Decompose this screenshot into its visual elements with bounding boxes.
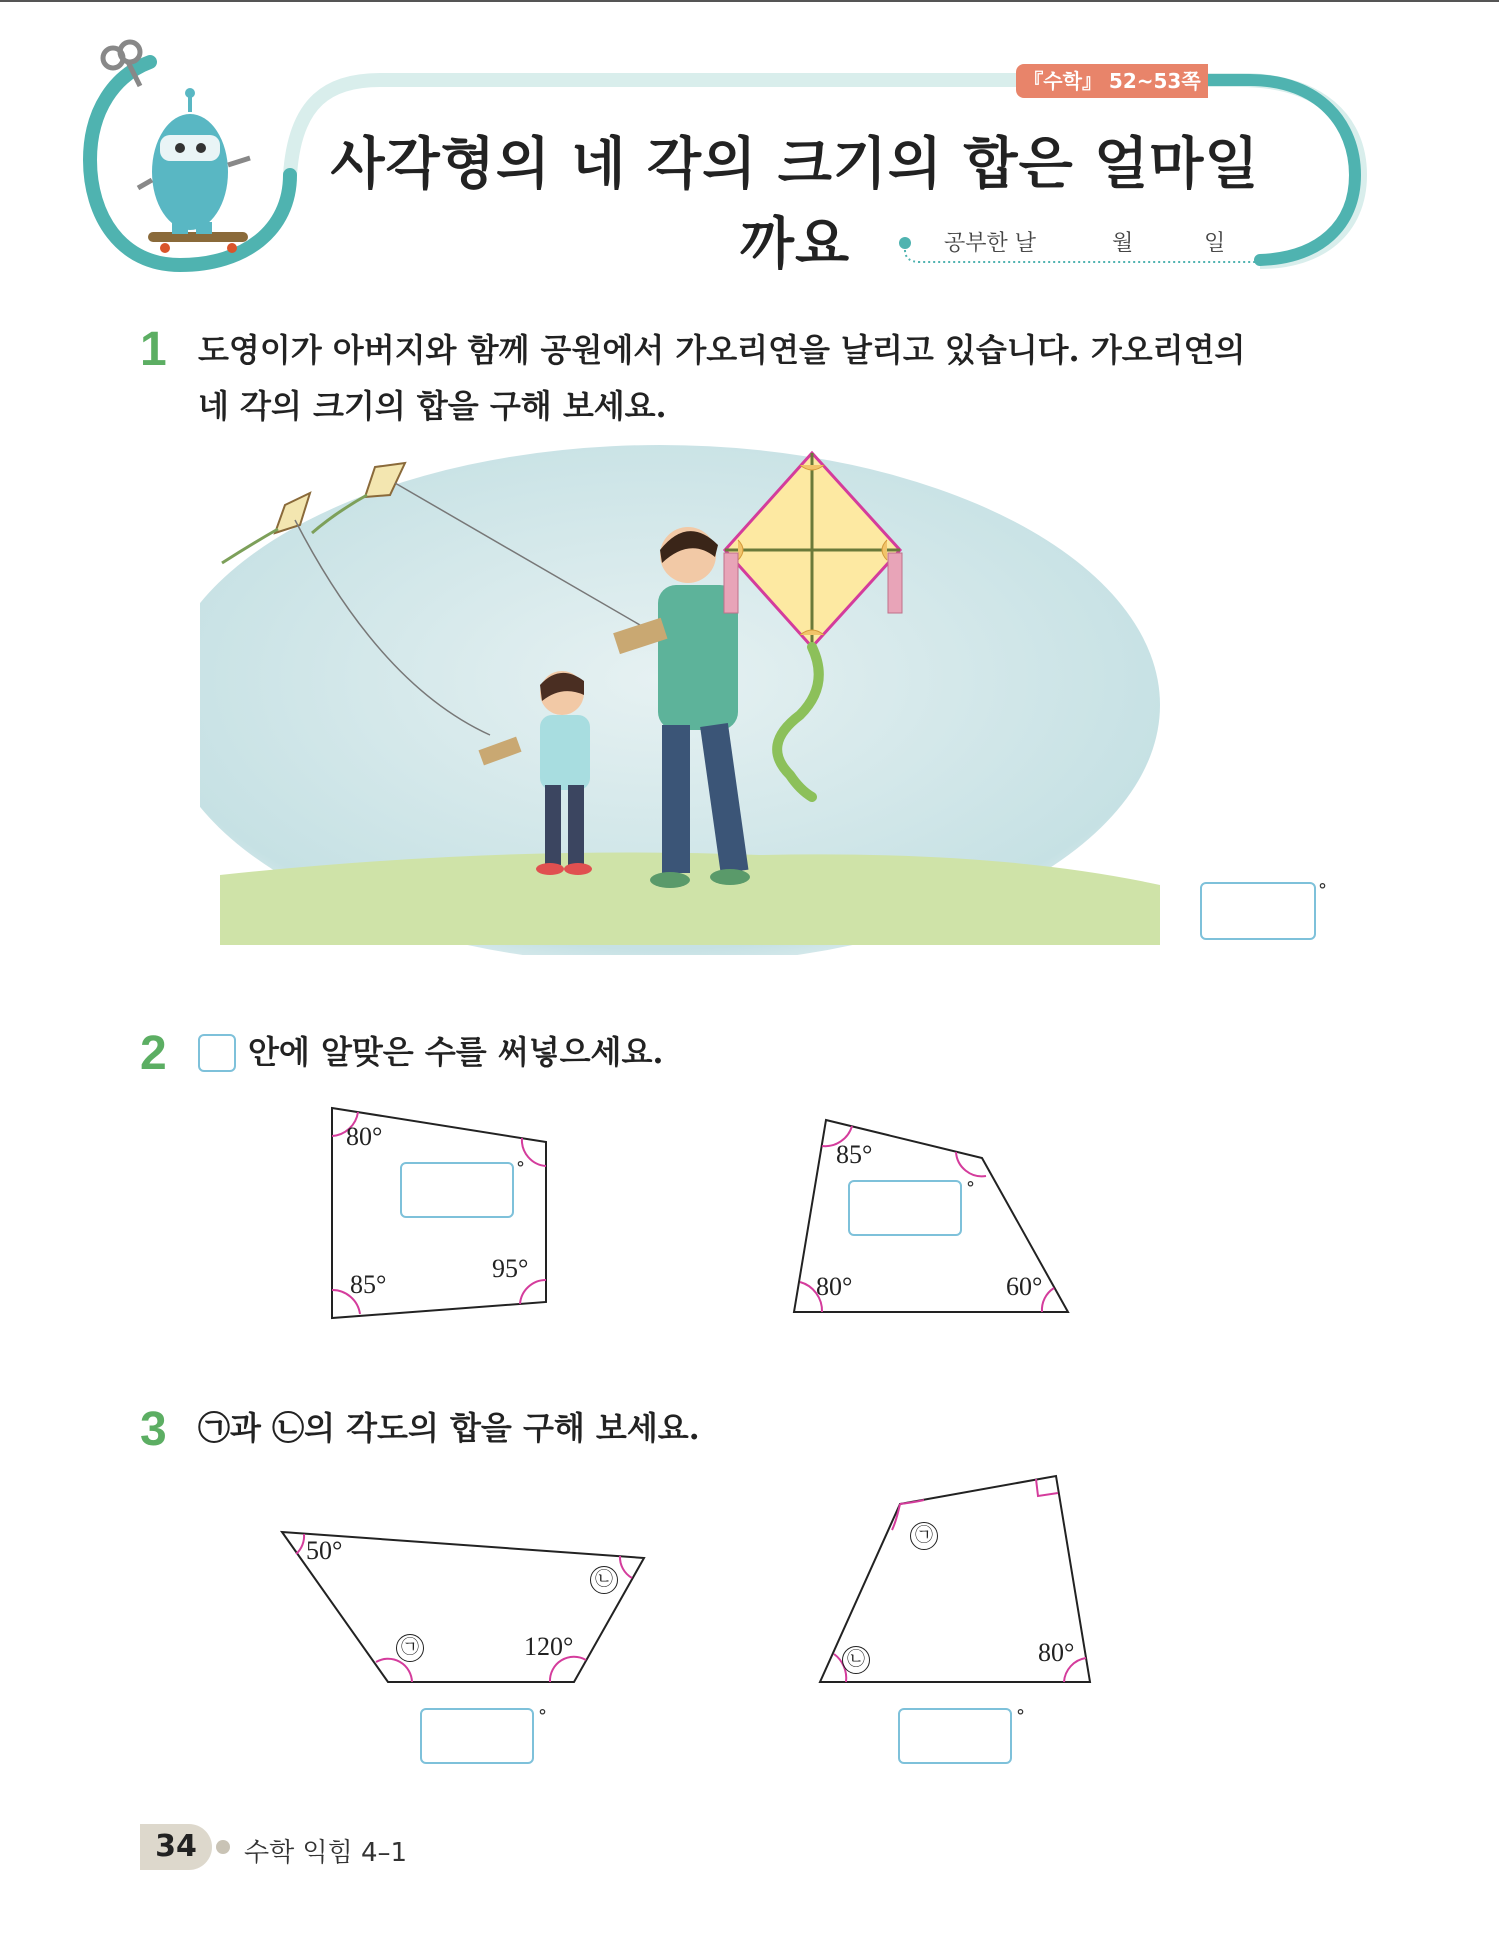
angle-label: 50° xyxy=(306,1536,343,1565)
angle-marker-giyeok: ㉠ xyxy=(396,1634,424,1662)
question-2a-answer-box[interactable] xyxy=(400,1162,514,1218)
angle-label: 80° xyxy=(1038,1638,1075,1667)
question-1-line-1: 도영이가 아버지와 함께 공원에서 가오리연을 날리고 있습니다. 가오리연의 xyxy=(198,331,1246,369)
angle-label: 80° xyxy=(346,1122,383,1151)
question-3a-degree-symbol: ° xyxy=(538,1706,547,1727)
question-1-number: 1 xyxy=(140,323,167,376)
month-label: 월 xyxy=(1112,231,1134,256)
page-title: 사각형의 네 각의 크기의 합은 얼마일까요 xyxy=(330,132,1260,277)
question-3b-degree-symbol: ° xyxy=(1016,1706,1025,1727)
angle-label: 85° xyxy=(350,1270,387,1299)
question-2-number: 2 xyxy=(140,1027,167,1080)
question-2b-degree-symbol: ° xyxy=(966,1178,975,1199)
bullet-dot-icon xyxy=(214,1838,232,1856)
angle-label: 85° xyxy=(836,1140,873,1169)
question-1-degree-symbol: ° xyxy=(1318,880,1327,901)
angle-label: 120° xyxy=(524,1632,574,1661)
question-1-line-2: 네 각의 크기의 합을 구해 보세요. xyxy=(198,387,667,425)
angle-label: 60° xyxy=(1006,1272,1043,1301)
question-3b-answer-box[interactable] xyxy=(898,1708,1012,1764)
angle-marker-giyeok: ㉠ xyxy=(910,1522,938,1550)
question-1-text xyxy=(198,322,1338,434)
question-3a-answer-box[interactable] xyxy=(420,1708,534,1764)
question-2-box-icon xyxy=(198,1034,236,1072)
question-2-text: 안에 알맞은 수를 써넣으세요. xyxy=(248,1033,664,1071)
kite-flying-illustration xyxy=(200,445,1260,955)
angle-label: 80° xyxy=(816,1272,853,1301)
book-title: 수학 익힘 4–1 xyxy=(244,1838,408,1868)
question-3-text-part-2: ㉡의 각도의 합을 구해 보세요. xyxy=(272,1409,700,1447)
page-number: 34 xyxy=(140,1824,212,1870)
study-date-label: 공부한 날 xyxy=(944,231,1037,256)
question-3-number: 3 xyxy=(140,1403,167,1456)
angle-label: 95° xyxy=(492,1254,529,1283)
angle-marker-nieun: ㉡ xyxy=(590,1566,618,1594)
question-2b-answer-box[interactable] xyxy=(848,1180,962,1236)
angle-marker-nieun: ㉡ xyxy=(842,1646,870,1674)
question-3-text xyxy=(198,1400,700,1456)
question-1-answer-box[interactable] xyxy=(1200,882,1316,940)
day-label: 일 xyxy=(1204,231,1226,256)
textbook-reference-tag: 『수학』 52~53쪽 xyxy=(1016,64,1208,98)
question-3-text-part-1: ㉠과 xyxy=(198,1409,273,1447)
question-2a-degree-symbol: ° xyxy=(516,1158,525,1179)
